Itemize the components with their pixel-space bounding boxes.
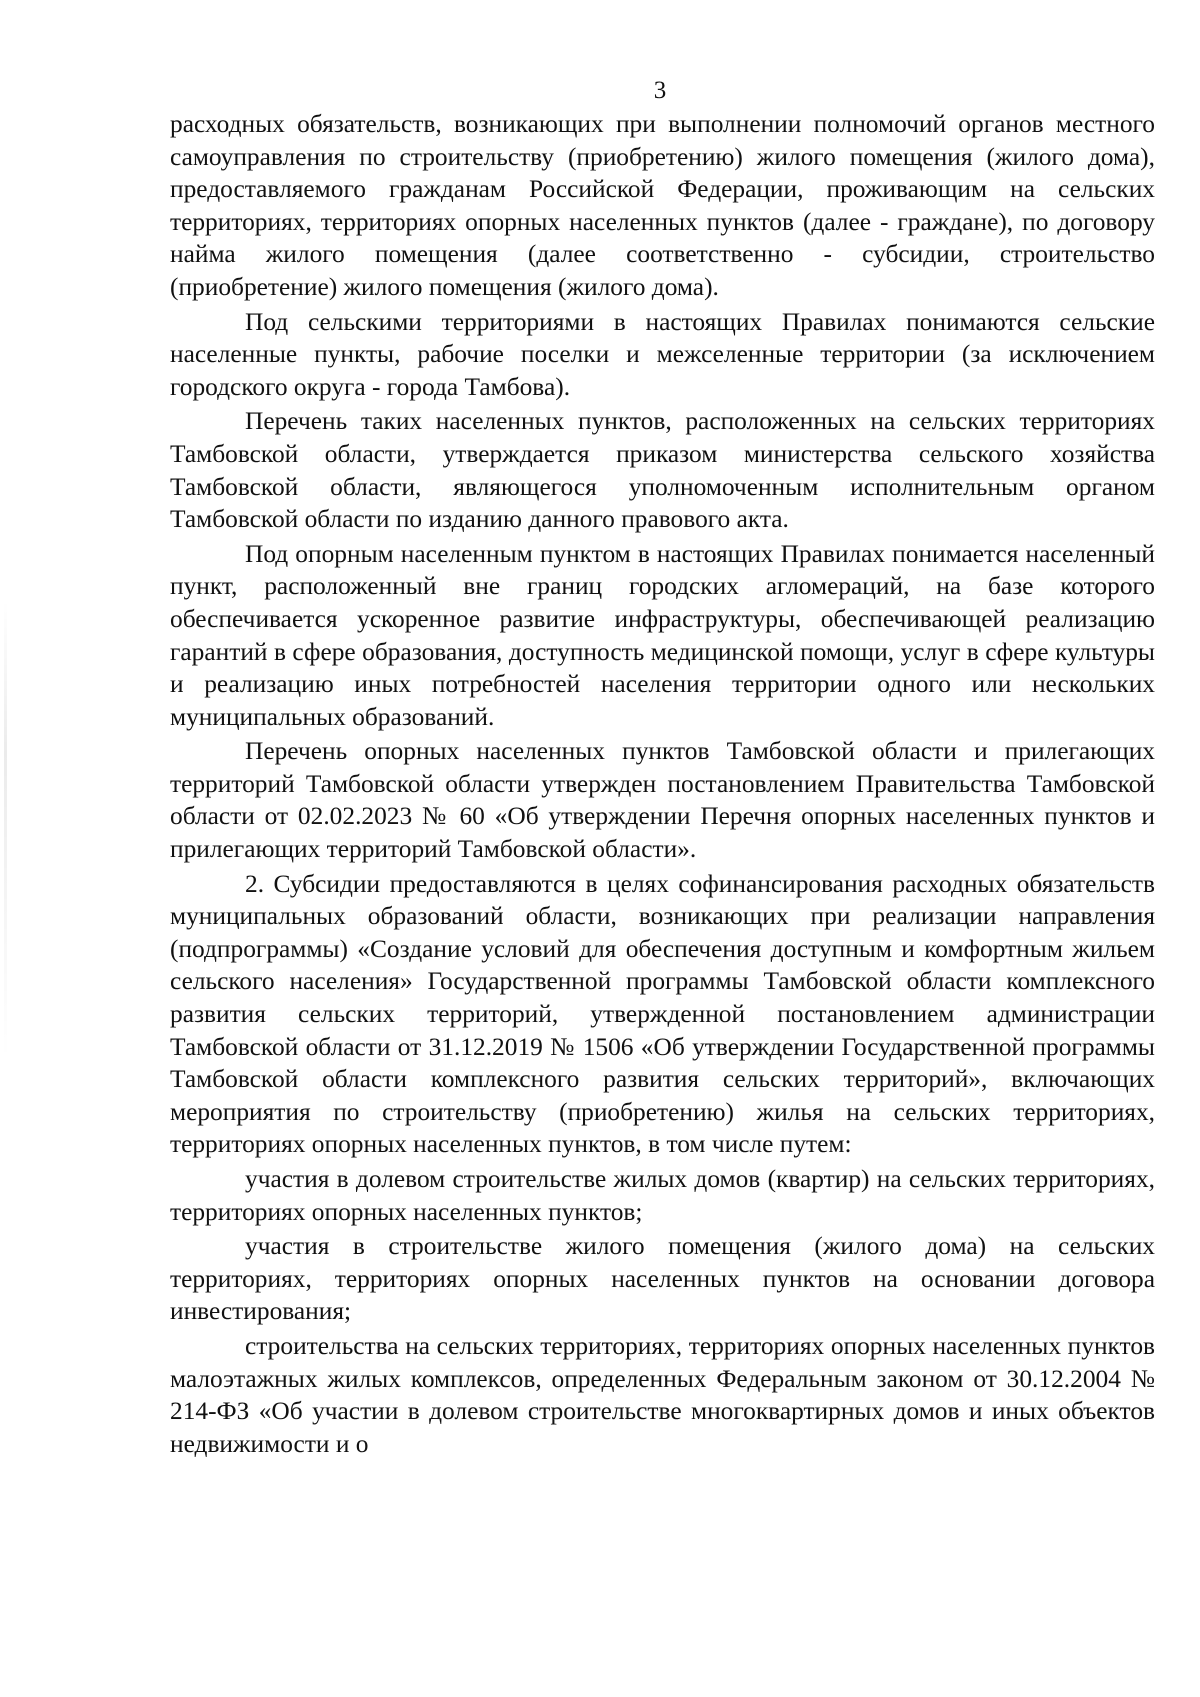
list-item-paragraph: участия в долевом строительстве жилых домов (квартир) на сельских территориях, территориях опорных населенных пунктов;: [170, 1165, 1155, 1226]
document-body: [170, 108, 1155, 1460]
paragraph: Перечень таких населенных пунктов, расположенных на сельских территориях Тамбовской области, утверждается приказом министерства сельского хозяйства Тамбовской области, являющегося уполномоченным исполнительным органом Тамбовской области по изданию данного правового акта.: [170, 407, 1155, 534]
list-item-paragraph: строительства на сельских территориях, территориях опорных населенных пунктов малоэтажных жилых комплексов, определенных Федеральным законом от 30.12.2004 № 214-ФЗ «Об участии в долевом строительстве многоквартирных домов и иных объектов недвижимости и о: [170, 1331, 1155, 1458]
paragraph: Под опорным населенным пунктом в настоящих Правилах понимается населенный пункт, расположенный вне границ городских агломераций, на базе которого обеспечивается ускоренное развитие инфраструктуры, обеспечивающей реализацию гарантий в сфере образования, доступность медицинской помощи, услуг в сфере культуры и реализацию иных потребностей населения территории одного или нескольких муниципальных образований.: [170, 539, 1155, 731]
page-number: 3: [653, 77, 667, 104]
list-item-paragraph: участия в строительстве жилого помещения (жилого дома) на сельских территориях, территориях опорных населенных пунктов на основании договора инвестирования;: [170, 1232, 1155, 1326]
paragraph: расходных обязательств, возникающих при выполнении полномочий органов местного самоуправления по строительству (приобретению) жилого помещения (жилого дома), предоставляемого гражданам Российской Федерации, проживающим на сельских территориях, территориях опорных населенных пунктов (далее - граждане), по договору найма жилого помещения (далее соответственно - субсидии, строительство (приобретение) жилого помещения (жилого дома).: [170, 110, 1155, 301]
paragraph: Перечень опорных населенных пунктов Тамбовской области и прилегающих территорий Тамбовской области утвержден постановлением Правительства Тамбовской области от 02.02.2023 № 60 «Об утверждении Перечня опорных населенных пунктов и прилегающих территорий Тамбовской области».: [170, 737, 1155, 864]
paragraph: 2. Субсидии предоставляются в целях софинансирования расходных обязательств муниципальных образований области, возникающих при реализации направления (подпрограммы) «Создание условий для обеспечения доступным и комфортным жильем сельского населения» Государственной программы Тамбовской области комплексного развития сельских территорий, утвержденной постановлением администрации Тамбовской области от 31.12.2019 № 1506 «Об утверждении Государственной программы Тамбовской области комплексного развития сельских территорий», включающих мероприятия по строительству (приобретению) жилья на сельских территориях, территориях опорных населенных пунктов, в том числе путем:: [170, 869, 1155, 1159]
paragraph: Под сельскими территориями в настоящих Правилах понимаются сельские населенные пункты, рабочие поселки и межселенные территории (за исключением городского округа - города Тамбова).: [170, 307, 1155, 401]
scan-edge-shadow: [4, 600, 7, 1060]
